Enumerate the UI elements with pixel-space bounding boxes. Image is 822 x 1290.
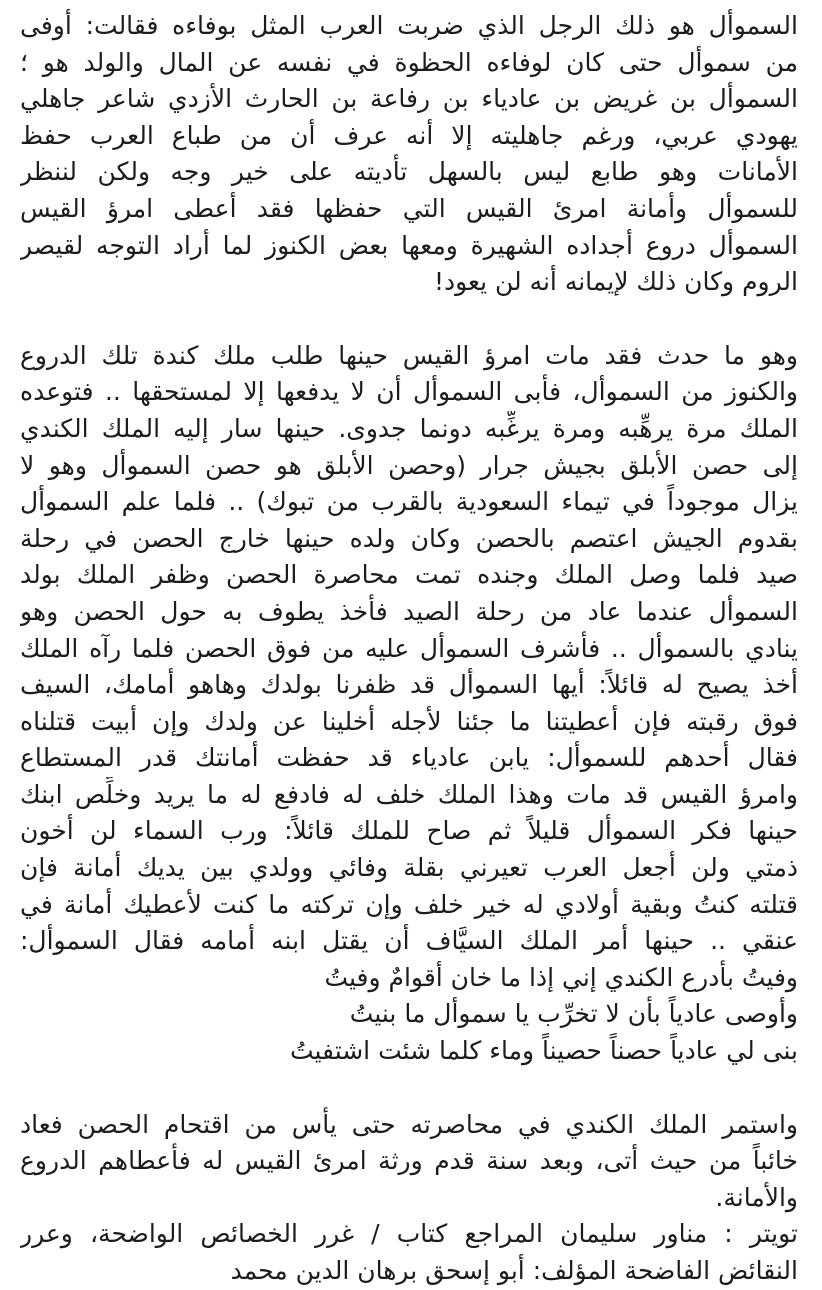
text-line: حينها فكر السموأل قليلاً ثم صاح للملك قائلاً: ورب السماء لن أخون xyxy=(20,816,798,846)
text-line: عنقي .. حينها أمر الملك السيَّاف أن يقتل ابنه أمامه فقال السموأل: xyxy=(20,926,798,956)
text-line: واستمر الملك الكندي في محاصرته حتى يأس من اقتحام الحصن فعاد xyxy=(20,1109,798,1139)
source-credit-line: النقائض الفاضحة المؤلف: أبو إسحق برهان الدين محمد xyxy=(230,1256,798,1285)
poem-verse: وفيتُ بأدرع الكندي إني إذا ما خان أقوامٌ وفيتُ xyxy=(324,962,798,992)
text-line: والكنوز من السموأل، فأبى السموأل أن لا يدفعها إلا لمستحقها .. فتوعده xyxy=(20,377,798,407)
text-line: السموأل عندما عاد من رحلة الصيد فأخذ يطوف به حول الحصن وهو xyxy=(20,596,798,626)
text-line: وامرؤ القيس قد مات وهذا الملك خلف له فادفع له ما يريد وخلِّص ابنك xyxy=(20,779,798,809)
text-line: الأمانات وهو طابع ليس بالسهل تأديته على خير وجه ولكن لننظر xyxy=(20,157,798,187)
paragraph-gap xyxy=(20,301,798,338)
text-line: قتلته كنتُ وبقية أولادي له خير خلف وإن تركته ما كنت لأعطيك أمانة في xyxy=(20,889,798,919)
text-line: بقدوم الجيش اعتصم بالحصن وكان ولده حينها خارج الحصن في رحلة xyxy=(20,523,798,553)
text-line: أخذ يصيح له قائلاً: أيها السموأل قد ظفرنا بولدك وهاهو أمامك، السيف xyxy=(20,670,798,700)
text-line: الملك مرة يرهِّبه ومرة يرغِّبه دونما جدوى. حينها سار إليه الملك الكندي xyxy=(20,413,798,443)
paragraph-ending xyxy=(20,1107,798,1290)
paragraph-gap xyxy=(20,1070,798,1107)
text-line: صيد فلما وصل الملك وجنده تمت محاصرة الحصن وظفر الملك بولد xyxy=(20,560,798,590)
text-line: والأمانة. xyxy=(715,1182,798,1212)
text-line: السموأل دروع أجداده الشهيرة ومعها بعض الكنوز لما أراد التوجه لقيصر xyxy=(20,230,798,260)
text-line: السموأل هو ذلك الرجل الذي ضربت العرب المثل بوفاءه فقالت: أوفى xyxy=(20,11,798,40)
text-line: فوق رقبته فإن أعطيتنا ما جئنا لأجله أخلينا عن ولدك وإن أبيت قتلناه xyxy=(20,706,798,736)
text-line: إلى حصن الأبلق بجيش جرار (وحصن الأبلق هو حصن السموأل وهو لا xyxy=(20,450,798,480)
paragraph-story xyxy=(20,338,798,1070)
poem-verse: بنى لي عادياً حصناً حصيناً وماء كلما شئت اشتفيتُ xyxy=(289,1036,798,1066)
text-line: للسموأل وأمانة امرئ القيس التي حفظها فقد أعطى امرؤ القيس xyxy=(20,193,798,223)
text-line: يزال موجوداً في تيماء السعودية بالقرب من تبوك) .. فلما علم السموأل xyxy=(20,487,798,517)
text-line: يهودي عربي، ورغم جاهليته إلا أنه عرف أن من طباع العرب حفظ xyxy=(20,120,798,150)
text-line: السموأل بن غريض بن عادياء بن رفاعة بن الحارث الأزدي شاعر جاهلي xyxy=(20,84,798,114)
text-line: وهو ما حدث فقد مات امرؤ القيس حينها طلب ملك كندة تلك الدروع xyxy=(20,340,798,370)
text-line: ذمتي ولن أجعل العرب تعيرني بقلة وفائي وولدي بين يديك أمانة فإن xyxy=(20,853,798,883)
text-line: فقال أحدهم للسموأل: يابن عادياء قد حفظت أمانتك قدر المستطاع xyxy=(20,743,798,773)
source-credit-line: تويتر : مناور سليمان المراجع كتاب / غرر الخصائص الواضحة، وعرر xyxy=(20,1219,798,1249)
poem-verse: وأوصى عادياً بأن لا تخرِّب يا سموأل ما بنيتُ xyxy=(349,999,798,1029)
text-line: من سموأل حتى كان لوفاءه الحظوة في نفسه عن المال والولد هو ؛ xyxy=(20,47,798,77)
text-line: ينادي بالسموأل .. فأشرف السموأل عليه من فوق الحصن فلما رآه الملك xyxy=(20,633,798,663)
paragraph-intro xyxy=(20,8,798,301)
text-line: خائباً من حيث أتى، وبعد سنة قدم ورثة امرئ القيس له فأعطاهم الدروع xyxy=(20,1146,798,1176)
text-line: الروم وكان ذلك لإيمانه أنه لن يعود! xyxy=(433,267,798,297)
